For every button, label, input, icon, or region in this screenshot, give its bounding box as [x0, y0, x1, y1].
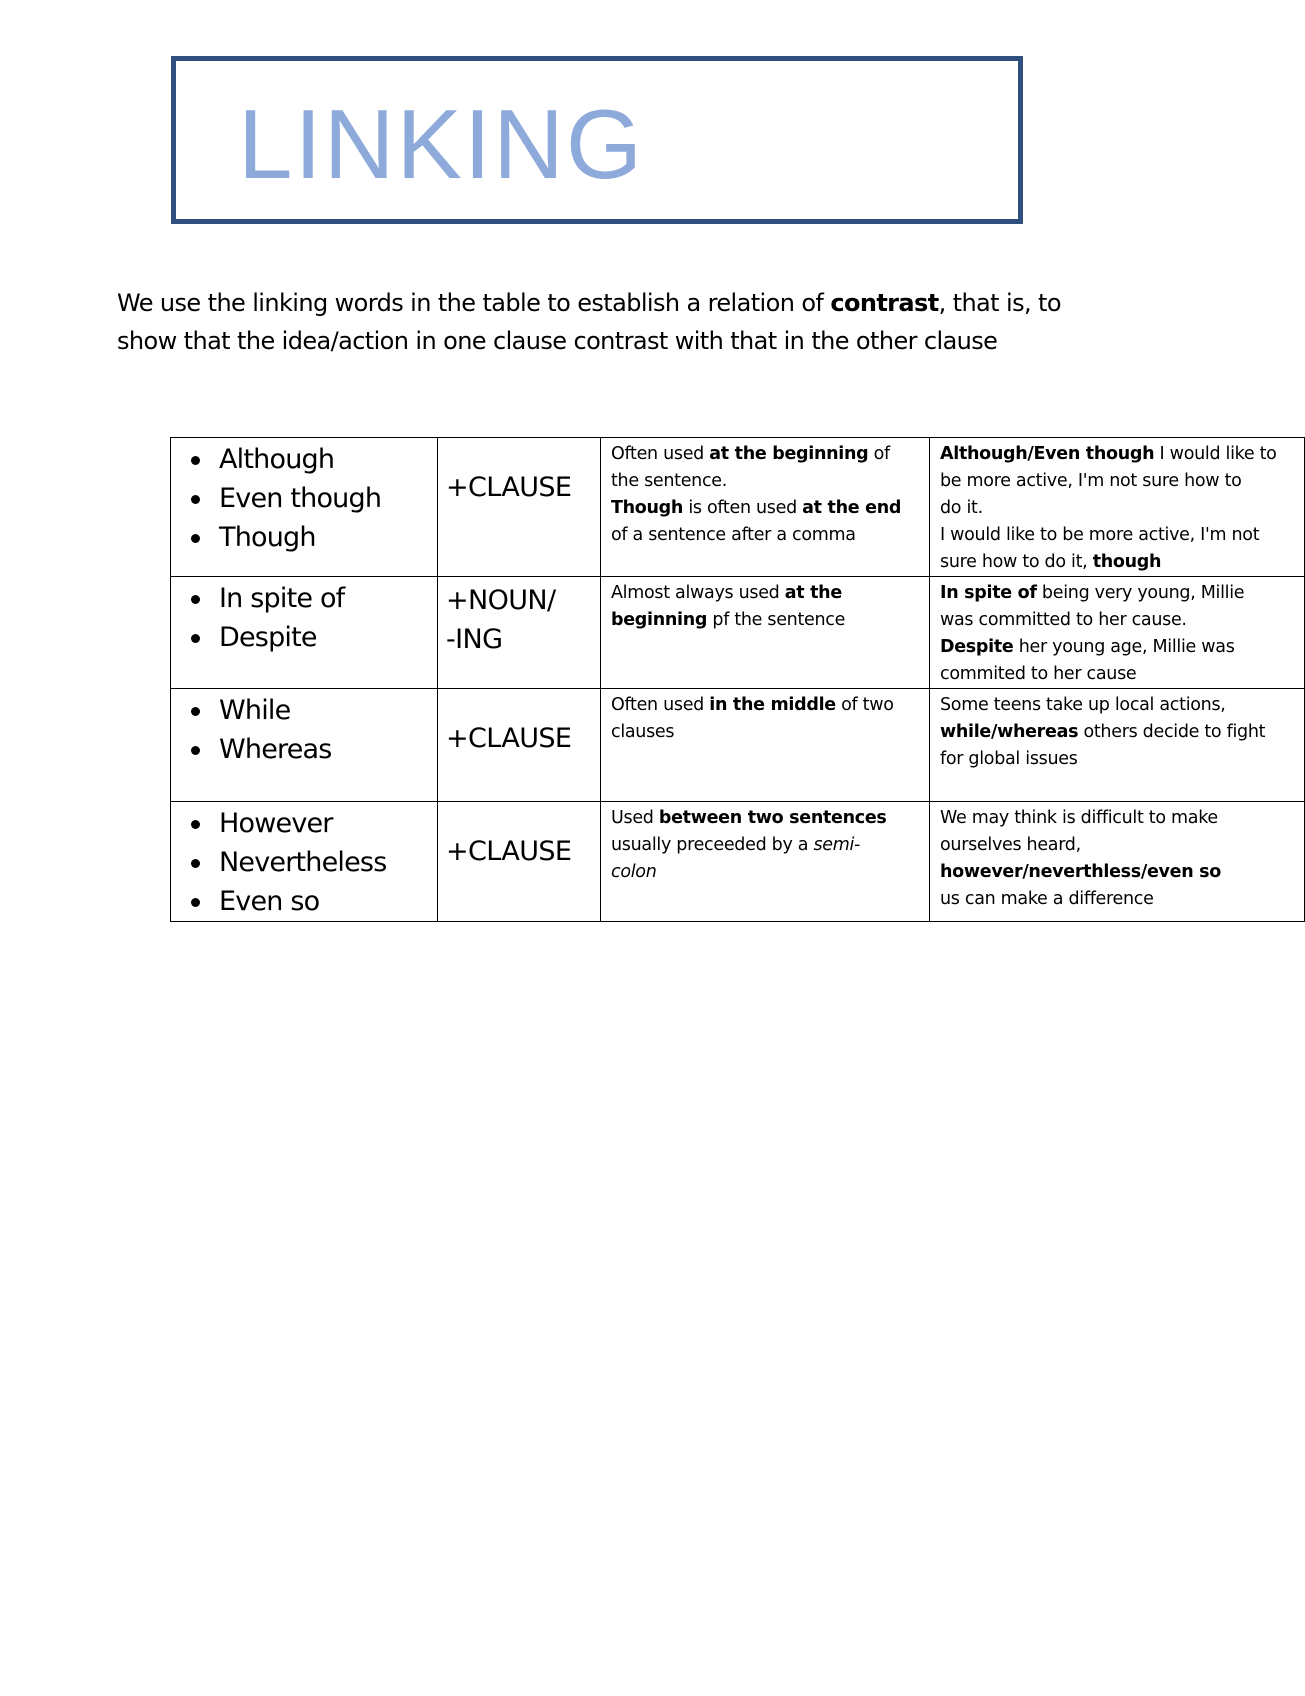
example-fragment: her young age, Millie was	[1013, 637, 1235, 657]
usage-fragment: clauses	[611, 722, 675, 742]
intro-text-line2: show that the idea/action in one clause contrast with that in the other clause	[117, 327, 998, 355]
word-list	[171, 689, 437, 769]
structure-cell	[438, 577, 601, 689]
usage-cell	[601, 802, 930, 922]
usage-text	[601, 802, 929, 886]
usage-bold: at the end	[802, 498, 902, 518]
example-bold: In spite of	[940, 583, 1037, 603]
structure-text	[438, 577, 600, 659]
example-text	[930, 438, 1304, 576]
linking-table-wrapper	[170, 437, 1277, 917]
intro-paragraph	[117, 284, 1117, 360]
example-text	[930, 802, 1304, 913]
list-item: Even though	[219, 479, 437, 518]
linking-table	[170, 437, 1305, 922]
usage-fragment: Almost always used	[611, 583, 785, 603]
usage-text	[601, 438, 929, 549]
word-list	[171, 577, 437, 657]
example-fragment: I would like to be more active, I'm not	[940, 525, 1260, 545]
usage-fragment: of a sentence after a comma	[611, 525, 856, 545]
usage-bold: in the middle	[709, 695, 836, 715]
title-box	[171, 56, 1023, 224]
structure-text: +CLAUSE	[446, 723, 572, 754]
usage-fragment: of two	[835, 695, 894, 715]
list-item: Although	[219, 440, 437, 479]
usage-fragment: Used	[611, 808, 659, 828]
example-fragment: was committed to her cause.	[940, 610, 1187, 630]
example-bold: while/whereas	[940, 722, 1079, 742]
intro-text-part1: We use the linking words in the table to establish a relation of	[117, 289, 831, 317]
example-cell	[930, 689, 1305, 802]
usage-cell	[601, 689, 930, 802]
example-fragment: sure how to do it,	[940, 552, 1093, 572]
example-fragment: do it.	[940, 498, 983, 518]
structure-cell	[438, 802, 601, 922]
usage-text	[601, 577, 929, 634]
usage-bold: beginning	[611, 610, 708, 630]
list-item: Nevertheless	[219, 843, 437, 882]
example-fragment: ourselves heard,	[940, 835, 1081, 855]
example-fragment: Some teens take up local actions,	[940, 695, 1226, 715]
usage-fragment: Often used	[611, 695, 710, 715]
structure-line: +NOUN/	[446, 585, 556, 616]
usage-italic: semi-	[813, 835, 861, 855]
example-cell	[930, 577, 1305, 689]
list-item: Despite	[219, 618, 437, 657]
usage-fragment: of	[868, 444, 890, 464]
words-cell	[171, 689, 438, 802]
table-row	[171, 802, 1305, 922]
structure-line: -ING	[446, 624, 503, 655]
usage-fragment: pf the sentence	[707, 610, 846, 630]
example-fragment: us can make a difference	[940, 889, 1154, 909]
usage-bold: Though	[611, 498, 684, 518]
example-text	[930, 577, 1304, 688]
table-row	[171, 577, 1305, 689]
example-fragment: for global issues	[940, 749, 1078, 769]
word-list	[171, 802, 437, 921]
usage-bold: at the beginning	[709, 444, 869, 464]
structure-cell	[438, 438, 601, 577]
usage-fragment: is often used	[683, 498, 803, 518]
words-cell	[171, 577, 438, 689]
example-bold: Despite	[940, 637, 1014, 657]
words-cell	[171, 802, 438, 922]
list-item: Even so	[219, 882, 437, 921]
example-fragment: others decide to fight	[1078, 722, 1266, 742]
words-cell	[171, 438, 438, 577]
intro-text-part2: , that is, to	[938, 289, 1061, 317]
list-item: However	[219, 804, 437, 843]
example-bold: however/neverthless/even so	[940, 862, 1222, 882]
table-row	[171, 438, 1305, 577]
list-item: In spite of	[219, 579, 437, 618]
usage-cell	[601, 438, 930, 577]
usage-text	[601, 689, 929, 746]
example-text	[930, 689, 1304, 773]
example-fragment: commited to her cause	[940, 664, 1137, 684]
usage-cell	[601, 577, 930, 689]
example-fragment: I would like to	[1154, 444, 1277, 464]
intro-text-bold: contrast	[830, 289, 939, 317]
list-item: Though	[219, 518, 437, 557]
example-fragment: being very young, Millie	[1036, 583, 1245, 603]
example-fragment: We may think is difficult to make	[940, 808, 1218, 828]
structure-cell	[438, 689, 601, 802]
example-cell	[930, 802, 1305, 922]
word-list	[171, 438, 437, 557]
page-title: LINKING	[238, 89, 645, 199]
usage-bold: between two sentences	[658, 808, 887, 828]
structure-text: +CLAUSE	[446, 836, 572, 867]
usage-bold: at the	[784, 583, 842, 603]
example-fragment: be more active, I'm not sure how to	[940, 471, 1242, 491]
list-item: While	[219, 691, 437, 730]
example-bold: though	[1092, 552, 1162, 572]
example-cell	[930, 438, 1305, 577]
usage-fragment: usually preceeded by a	[611, 835, 814, 855]
usage-fragment: Often used	[611, 444, 710, 464]
usage-italic: colon	[611, 862, 657, 882]
usage-fragment: the sentence.	[611, 471, 728, 491]
table-row	[171, 689, 1305, 802]
list-item: Whereas	[219, 730, 437, 769]
structure-text: +CLAUSE	[446, 472, 572, 503]
example-bold: Although/Even though	[940, 444, 1155, 464]
